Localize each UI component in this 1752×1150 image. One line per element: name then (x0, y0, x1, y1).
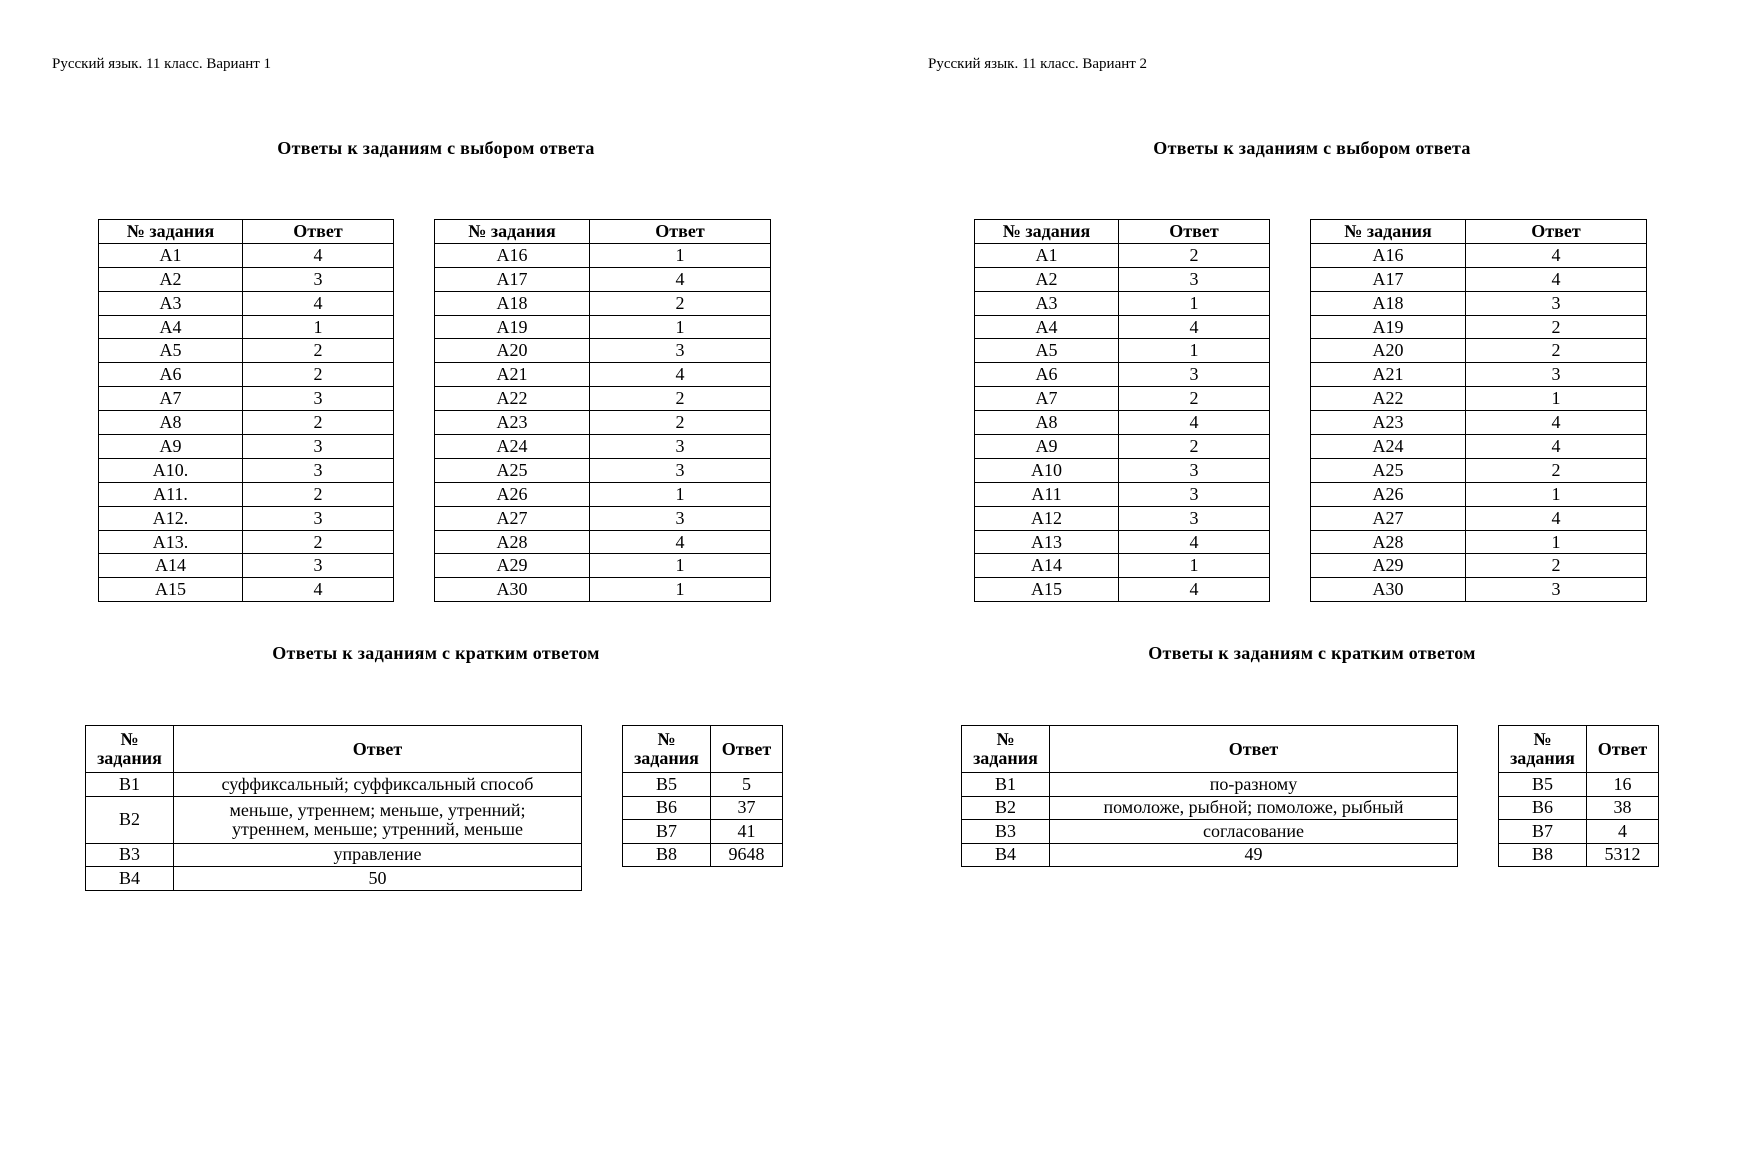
answer-cell: управление (174, 843, 582, 867)
table-row (99, 315, 394, 339)
task-number-cell: В2 (962, 796, 1050, 820)
table-row (99, 482, 394, 506)
answer-cell: 4 (1119, 315, 1270, 339)
task-number-cell: А6 (975, 363, 1119, 387)
task-number-cell: А21 (1311, 363, 1466, 387)
answer-cell: 50 (174, 867, 582, 891)
task-number-cell: А5 (975, 339, 1119, 363)
col-header-answer: Ответ (711, 726, 783, 773)
answer-cell: 9648 (711, 843, 783, 867)
task-number-cell: А2 (99, 267, 243, 291)
table-row (975, 578, 1270, 602)
answer-cell: 4 (1466, 267, 1647, 291)
answer-cell: 1 (1466, 530, 1647, 554)
task-number-cell: А29 (435, 554, 590, 578)
table-row (435, 339, 771, 363)
table-row (975, 267, 1270, 291)
table-row (99, 363, 394, 387)
answer-cell: 38 (1587, 796, 1659, 820)
task-number-cell: А25 (1311, 458, 1466, 482)
table-row (623, 820, 783, 844)
table-row (435, 363, 771, 387)
task-number-cell: А14 (975, 554, 1119, 578)
answer-cell: 2 (1466, 554, 1647, 578)
answer-cell: 1 (243, 315, 394, 339)
table-row (435, 387, 771, 411)
answer-cell: 1 (590, 482, 771, 506)
answer-cell: 3 (590, 435, 771, 459)
table-row (435, 243, 771, 267)
answer-cell: 3 (243, 387, 394, 411)
table-row (1499, 843, 1659, 867)
answer-cell: 37 (711, 796, 783, 820)
table-row (1311, 267, 1647, 291)
answer-cell: 2 (243, 363, 394, 387)
choice-table-right (434, 219, 771, 602)
answer-cell: по-разному (1050, 773, 1458, 797)
table-row (99, 458, 394, 482)
table-row (1311, 243, 1647, 267)
table-row (1311, 387, 1647, 411)
task-number-cell: А28 (1311, 530, 1466, 554)
answer-cell: 3 (243, 267, 394, 291)
task-number-cell: А15 (975, 578, 1119, 602)
table-row (623, 843, 783, 867)
task-number-cell: А28 (435, 530, 590, 554)
table-row (975, 363, 1270, 387)
task-number-cell: А27 (1311, 506, 1466, 530)
table-row (86, 843, 582, 867)
answer-cell: 3 (243, 435, 394, 459)
answer-cell: 4 (243, 243, 394, 267)
answer-cell: 2 (243, 339, 394, 363)
answer-cell: 4 (1466, 243, 1647, 267)
task-number-cell: А12. (99, 506, 243, 530)
task-number-cell: А9 (975, 435, 1119, 459)
answer-cell: 2 (590, 387, 771, 411)
answer-cell: 2 (1119, 435, 1270, 459)
task-number-cell: А1 (975, 243, 1119, 267)
answer-cell: 2 (1466, 315, 1647, 339)
col-header-num-line1: № (1533, 729, 1552, 750)
task-number-cell: А6 (99, 363, 243, 387)
task-number-cell: А18 (435, 291, 590, 315)
answer-cell: 1 (1466, 387, 1647, 411)
short-table-right (1498, 725, 1659, 867)
choice-table-left (974, 219, 1270, 602)
task-number-cell: А17 (1311, 267, 1466, 291)
table-row (86, 773, 582, 797)
task-number-cell: А25 (435, 458, 590, 482)
task-number-cell: А16 (1311, 243, 1466, 267)
task-number-cell: А19 (435, 315, 590, 339)
answer-cell: 4 (243, 578, 394, 602)
answer-cell: 4 (1587, 820, 1659, 844)
task-number-cell: А26 (435, 482, 590, 506)
answer-cell: 3 (1466, 578, 1647, 602)
task-number-cell: А4 (99, 315, 243, 339)
short-table-left (961, 725, 1458, 867)
answer-cell: 3 (1466, 291, 1647, 315)
task-number-cell: В8 (1499, 843, 1587, 867)
col-header-answer: Ответ (174, 726, 582, 773)
task-number-cell: А22 (1311, 387, 1466, 411)
col-header-num (962, 726, 1050, 773)
table-row (1311, 578, 1647, 602)
choice-table-right (1310, 219, 1647, 602)
task-number-cell: А2 (975, 267, 1119, 291)
task-number-cell: А9 (99, 435, 243, 459)
answer-cell: 5 (711, 773, 783, 797)
table-row (1311, 482, 1647, 506)
col-header-num: № задания (975, 220, 1119, 244)
task-number-cell: А12 (975, 506, 1119, 530)
answer-cell: 3 (1119, 363, 1270, 387)
task-number-cell: А10 (975, 458, 1119, 482)
section-title-choice: Ответы к заданиям с выбором ответа (277, 138, 595, 158)
table-row (435, 458, 771, 482)
task-number-cell: В7 (1499, 820, 1587, 844)
task-number-cell: В4 (962, 843, 1050, 867)
task-number-cell: А3 (975, 291, 1119, 315)
task-number-cell: А30 (1311, 578, 1466, 602)
answer-cell: 3 (1119, 267, 1270, 291)
answer-cell: 1 (1119, 291, 1270, 315)
answer-cell: 3 (243, 506, 394, 530)
answer-cell: 4 (243, 291, 394, 315)
table-row (962, 820, 1458, 844)
answer-cell: 1 (590, 243, 771, 267)
task-number-cell: А30 (435, 578, 590, 602)
task-number-cell: А8 (975, 411, 1119, 435)
table-row (99, 291, 394, 315)
answer-cell: 3 (590, 458, 771, 482)
table-row (435, 315, 771, 339)
section-title-short: Ответы к заданиям с кратким ответом (1148, 643, 1476, 663)
table-row (99, 435, 394, 459)
table-row (435, 530, 771, 554)
table-row (99, 411, 394, 435)
task-number-cell: А1 (99, 243, 243, 267)
answer-cell: 4 (1119, 530, 1270, 554)
table-row (435, 411, 771, 435)
answer-cell: 1 (590, 578, 771, 602)
table-row (975, 411, 1270, 435)
answer-cell: 5312 (1587, 843, 1659, 867)
col-header-answer: Ответ (590, 220, 771, 244)
table-row (975, 554, 1270, 578)
task-number-cell: А4 (975, 315, 1119, 339)
answer-cell: 2 (590, 411, 771, 435)
col-header-num-line1: № (996, 729, 1015, 750)
table-row (1311, 339, 1647, 363)
answer-cell: суффиксальный; суффиксальный способ (174, 773, 582, 797)
table-row (975, 243, 1270, 267)
task-number-cell: В8 (623, 843, 711, 867)
col-header-answer: Ответ (243, 220, 394, 244)
answer-cell: 2 (590, 291, 771, 315)
section-title-short: Ответы к заданиям с кратким ответом (272, 643, 600, 663)
task-number-cell: А22 (435, 387, 590, 411)
answer-cell: 1 (590, 554, 771, 578)
task-number-cell: В7 (623, 820, 711, 844)
task-number-cell: А17 (435, 267, 590, 291)
section-title-choice: Ответы к заданиям с выбором ответа (1153, 138, 1471, 158)
col-header-num (86, 726, 174, 773)
answer-cell: 3 (590, 339, 771, 363)
task-number-cell: А23 (435, 411, 590, 435)
answer-cell: 4 (1466, 435, 1647, 459)
col-header-answer: Ответ (1050, 726, 1458, 773)
task-number-cell: А19 (1311, 315, 1466, 339)
col-header-num: № задания (435, 220, 590, 244)
table-row (623, 773, 783, 797)
answer-cell: 3 (243, 458, 394, 482)
task-number-cell: А5 (99, 339, 243, 363)
task-number-cell: В5 (1499, 773, 1587, 797)
table-row (1311, 363, 1647, 387)
task-number-cell: А16 (435, 243, 590, 267)
table-row (1499, 796, 1659, 820)
answer-cell: 2 (243, 482, 394, 506)
answer-cell: 3 (243, 554, 394, 578)
task-number-cell: В1 (86, 773, 174, 797)
table-row (962, 773, 1458, 797)
table-row (86, 867, 582, 891)
table-row (435, 578, 771, 602)
short-table-right (622, 725, 783, 867)
task-number-cell: А3 (99, 291, 243, 315)
answer-line: утреннем, меньше; утренний, меньше (232, 818, 523, 839)
task-number-cell: А20 (1311, 339, 1466, 363)
table-row (99, 387, 394, 411)
table-row (99, 578, 394, 602)
table-row (1311, 291, 1647, 315)
answer-cell: 3 (590, 506, 771, 530)
table-row (1311, 315, 1647, 339)
table-row (99, 530, 394, 554)
answer-cell: 4 (590, 267, 771, 291)
answer-cell: 49 (1050, 843, 1458, 867)
col-header-answer: Ответ (1587, 726, 1659, 773)
task-number-cell: А27 (435, 506, 590, 530)
task-number-cell: А20 (435, 339, 590, 363)
page-variant-2 (876, 0, 1752, 1150)
col-header-num-line2: задания (634, 748, 699, 768)
task-number-cell: А29 (1311, 554, 1466, 578)
answer-cell: 2 (1119, 243, 1270, 267)
task-number-cell: А26 (1311, 482, 1466, 506)
short-table-left (85, 725, 582, 891)
answer-cell: 4 (1466, 506, 1647, 530)
task-number-cell: В6 (623, 796, 711, 820)
table-row (975, 339, 1270, 363)
task-number-cell: А15 (99, 578, 243, 602)
table-row (975, 482, 1270, 506)
col-header-answer: Ответ (1119, 220, 1270, 244)
col-header-num-line1: № (657, 729, 676, 750)
table-row (975, 530, 1270, 554)
task-number-cell: В3 (86, 843, 174, 867)
answer-cell: помоложе, рыбной; помоложе, рыбный (1050, 796, 1458, 820)
answer-cell: 3 (1119, 482, 1270, 506)
answer-cell: 4 (590, 363, 771, 387)
table-row (1499, 820, 1659, 844)
table-row (99, 243, 394, 267)
table-row (99, 506, 394, 530)
task-number-cell: А13. (99, 530, 243, 554)
table-row (1311, 554, 1647, 578)
answer-cell: 2 (1119, 387, 1270, 411)
col-header-num (623, 726, 711, 773)
answer-cell: 1 (1466, 482, 1647, 506)
task-number-cell: А23 (1311, 411, 1466, 435)
col-header-num-line1: № (120, 729, 139, 750)
task-number-cell: А7 (99, 387, 243, 411)
answer-cell: 16 (1587, 773, 1659, 797)
col-header-num-line2: задания (973, 748, 1038, 768)
table-row (435, 554, 771, 578)
task-number-cell: А11 (975, 482, 1119, 506)
task-number-cell: А13 (975, 530, 1119, 554)
task-number-cell: В2 (86, 796, 174, 843)
table-row (1311, 458, 1647, 482)
answer-cell: 2 (243, 411, 394, 435)
task-number-cell: В1 (962, 773, 1050, 797)
answer-cell: 4 (590, 530, 771, 554)
answer-cell: 1 (1119, 339, 1270, 363)
col-header-num: № задания (99, 220, 243, 244)
answer-cell: 41 (711, 820, 783, 844)
answer-cell: 2 (243, 530, 394, 554)
choice-table-left (98, 219, 394, 602)
answer-cell: 1 (1119, 554, 1270, 578)
table-row (1311, 435, 1647, 459)
answer-cell: согласование (1050, 820, 1458, 844)
answer-cell: 3 (1119, 458, 1270, 482)
col-header-num (1499, 726, 1587, 773)
task-number-cell: В6 (1499, 796, 1587, 820)
table-row (435, 291, 771, 315)
task-number-cell: А14 (99, 554, 243, 578)
answer-cell: 3 (1466, 363, 1647, 387)
answer-cell: 4 (1119, 411, 1270, 435)
table-row (623, 796, 783, 820)
answer-cell: 3 (1119, 506, 1270, 530)
table-row (99, 554, 394, 578)
table-row (962, 796, 1458, 820)
task-number-cell: А11. (99, 482, 243, 506)
task-number-cell: В4 (86, 867, 174, 891)
answer-cell: 1 (590, 315, 771, 339)
table-row (975, 506, 1270, 530)
task-number-cell: А7 (975, 387, 1119, 411)
answer-cell: 2 (1466, 339, 1647, 363)
table-row (1311, 506, 1647, 530)
answer-cell: 2 (1466, 458, 1647, 482)
answer-cell: 4 (1119, 578, 1270, 602)
task-number-cell: А18 (1311, 291, 1466, 315)
table-row (975, 458, 1270, 482)
task-number-cell: В3 (962, 820, 1050, 844)
page-header: Русский язык. 11 класс. Вариант 2 (928, 56, 1148, 72)
table-row (975, 387, 1270, 411)
table-row (1311, 530, 1647, 554)
task-number-cell: В5 (623, 773, 711, 797)
table-row (975, 291, 1270, 315)
table-row (99, 339, 394, 363)
table-row (435, 435, 771, 459)
col-header-num-line2: задания (1510, 748, 1575, 768)
col-header-num: № задания (1311, 220, 1466, 244)
table-row (975, 315, 1270, 339)
table-row (962, 843, 1458, 867)
col-header-num-line2: задания (97, 748, 162, 768)
table-row (435, 482, 771, 506)
table-row (1311, 411, 1647, 435)
answer-cell (174, 796, 582, 843)
table-row (1499, 773, 1659, 797)
task-number-cell: А24 (1311, 435, 1466, 459)
table-row (435, 506, 771, 530)
task-number-cell: А10. (99, 458, 243, 482)
table-row (975, 435, 1270, 459)
page-header: Русский язык. 11 класс. Вариант 1 (52, 56, 272, 72)
table-row (86, 796, 582, 843)
task-number-cell: А21 (435, 363, 590, 387)
table-row (435, 267, 771, 291)
answer-cell: 4 (1466, 411, 1647, 435)
task-number-cell: А24 (435, 435, 590, 459)
answer-line: меньше, утреннем; меньше, утренний; (229, 799, 526, 820)
col-header-answer: Ответ (1466, 220, 1647, 244)
table-row (99, 267, 394, 291)
task-number-cell: А8 (99, 411, 243, 435)
